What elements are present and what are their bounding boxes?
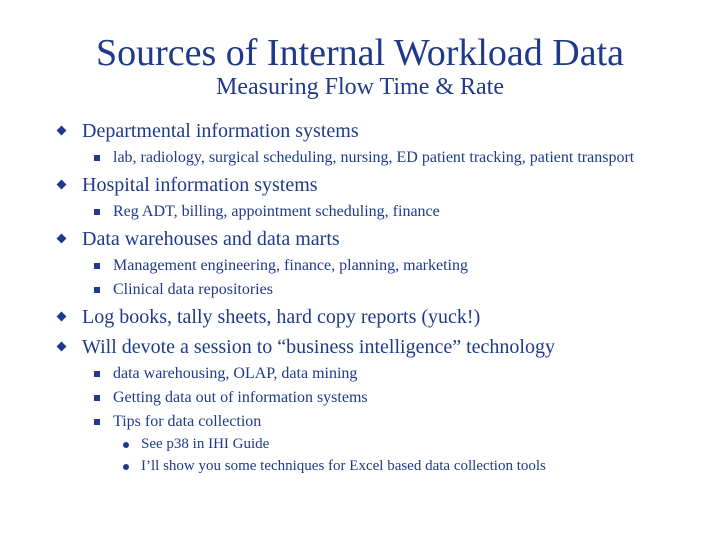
dot-bullet-icon [123,464,129,470]
sub-bullet-item [0,364,720,384]
diamond-bullet-icon [57,234,67,244]
bullet-item [0,334,720,360]
diamond-bullet-icon [57,180,67,190]
diamond-bullet-icon [57,312,67,322]
sub-sub-bullet-text: I’ll show you some techniques for Excel based data collection tools [141,458,546,474]
sub-sub-bullet-item [0,435,720,454]
sub-bullet-item [0,202,720,222]
bullet-text: Will devote a session to “business intelligence” technology [82,336,555,358]
bullet-item [0,118,720,144]
sub-bullet-text: Clinical data repositories [113,281,273,298]
bullet-item [0,226,720,252]
sub-bullet-text: data warehousing, OLAP, data mining [113,365,358,382]
sub-bullet-text: lab, radiology, surgical scheduling, nursing, ED patient tracking, patient transport [113,149,635,166]
bullet-item [0,304,720,330]
sub-bullet-item [0,256,720,276]
sub-bullet-item [0,280,720,300]
square-bullet-icon [94,371,100,377]
bullet-text: Data warehouses and data marts [82,228,340,250]
sub-bullet-item [0,412,720,432]
dot-bullet-icon [123,442,129,448]
bullet-item [0,172,720,198]
bullet-list [0,118,720,476]
sub-bullet-text: Management engineering, finance, planning, marketing [113,257,468,274]
sub-bullet-item [0,148,720,168]
sub-bullet-text: Tips for data collection [113,413,262,430]
diamond-bullet-icon [57,342,67,352]
bullet-text: Hospital information systems [82,174,318,196]
slide-title: Sources of Internal Workload Data [95,32,625,74]
slide-subtitle: Measuring Flow Time & Rate [215,74,504,100]
square-bullet-icon [94,419,100,425]
sub-bullet-item [0,388,720,408]
bullet-text: Departmental information systems [82,120,359,142]
square-bullet-icon [94,395,100,401]
square-bullet-icon [94,209,100,215]
square-bullet-icon [94,155,100,161]
sub-bullet-text: Reg ADT, billing, appointment scheduling, finance [113,203,440,220]
diamond-bullet-icon [57,126,67,136]
sub-sub-bullet-item [0,457,720,476]
square-bullet-icon [94,287,100,293]
sub-bullet-text: Getting data out of information systems [113,389,368,406]
bullet-text: Log books, tally sheets, hard copy reports (yuck!) [82,306,481,328]
square-bullet-icon [94,263,100,269]
sub-sub-bullet-text: See p38 in IHI Guide [141,436,270,452]
